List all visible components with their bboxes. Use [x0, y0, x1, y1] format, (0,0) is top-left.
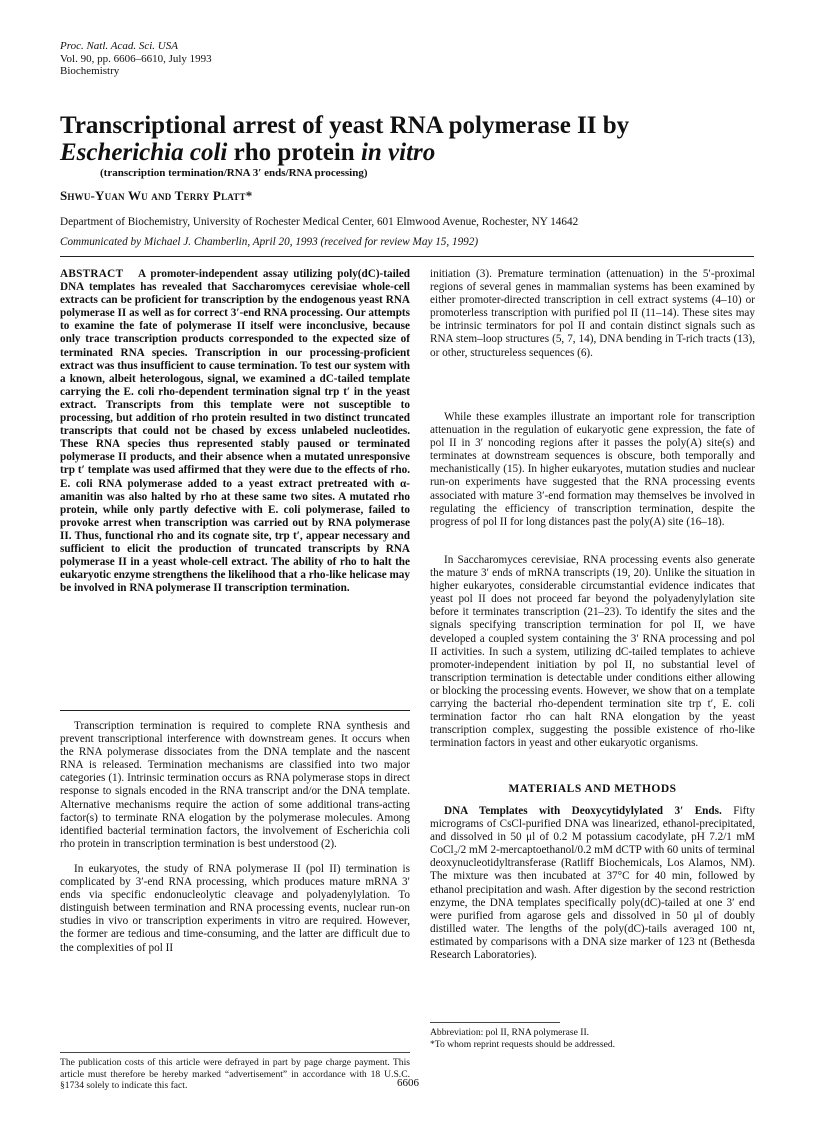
abstract-text: A promoter-independent assay utilizing poly(dC)-tailed DNA templates has revealed that Saccharomyces cerevisiae whole-cell extracts can be proficient for transcription by the endogenous yeast RNA polymerase II as well as for correct 3′-end RNA processing. Our attempts to examine the fate of polymerase II itself were inconclusive, because only trace transcription products corresponded to the expected size of terminated RNA species. Transcription in our processing-proficient extract was thus insufficient to cause termination. To test our system with a known, albeit heterologous, signal, we examined a dC-tailed template carrying the E. coli rho-dependent termination signal trp t′ in the yeast extract. Transcripts from this template were not susceptible to processing, but addition of rho protein resulted in two distinct truncated transcripts that could not be chased by excess unlabeled nucleotides. These RNA species thus represented stably paused or terminated polymerase II products, and their absence when a mutated unresponsive trp t′ template was used affirmed that they were due to the effects of rho. E. coli RNA polymerase added to a yeast extract pretreated with α-amanitin was also halted by rho at these same two sites. A mutated rho protein, while only partly defective with E. coli polymerase, failed to provoke arrest when transcription was carried out by RNA polymerase II. Thus, functional rho and its cognate site, trp t′, appear necessary and sufficient to elicit the production of truncated transcripts by RNA polymerase II in a yeast whole-cell extract. The ability of rho to halt the eukaryotic enzyme strengthens the likelihood that a rho-like helicase may be involved in RNA polymerase II transcription termination. [60, 268, 411, 595]
communicated-by: Communicated by Michael J. Chamberlin, April 20, 1993 (received for review May 15, 1992) [60, 236, 479, 248]
journal-name: Proc. Natl. Acad. Sci. USA [60, 40, 178, 52]
abstract-rule [60, 710, 410, 711]
right-p1-text: initiation (3). Premature termination (attenuation) in the 5′-proximal regions of several genes in mammalian systems has been examined by either promoter-directed transcription in cell extract systems (4–10) or promoterless transcription with purified pol II (11–14). These sites may be intrinsic terminators for pol II and contain distinct signals such as RNA stem–loop structures (5, 7, 14), DNA bending in T-rich tracts (13), or other, structureless sequences (6). [430, 268, 755, 359]
abstract [60, 268, 410, 595]
abbreviation-footnotes [430, 1027, 755, 1050]
publication-cost-footnote: The publication costs of this article were defrayed in part by page charge payment. This article must therefore be hereby marked “advertisement” in accordance with 18 U.S.C. §1734 solely to indicate this fact. [60, 1057, 410, 1091]
abstract-heading: ABSTRACT [60, 268, 124, 280]
keywords: (transcription termination/RNA 3′ ends/RNA processing) [100, 167, 368, 179]
methods-heading: MATERIALS AND METHODS [508, 783, 677, 795]
abbreviation-note: Abbreviation: pol II, RNA polymerase II. [430, 1027, 590, 1038]
article-title [60, 112, 760, 166]
journal-section: Biochemistry [60, 65, 120, 77]
intro-paragraph-1 [60, 720, 410, 851]
right-paragraph-3 [430, 554, 755, 750]
intro-paragraph-2 [60, 863, 410, 955]
title-line-1: Transcriptional arrest of yeast RNA polymerase II by [60, 112, 630, 139]
methods-text: Fifty micrograms of CsCl-purified DNA was linearized, ethanol-precipitated, and dissolved in 50 μl of 0.2 M potassium cacodylate, pH 7.2/1 mM CoCl₂/2 mM 2-mercaptoethanol/0.2 mM dCTP with 60 units of terminal deoxynucleotidyltransferase (Ratliff Biochemicals, Los Alamos, NM). The mixture was then incubated at 37°C for 40 min, followed by ethanol precipitation and wash. After digestion by the second restriction enzyme, the DNA templates specifically poly(dC)-tailed at one 3′ end were purified from agarose gels and dissolved in 50 μl of doubly distilled water. The lengths of the poly(dC)-tails averaged 100 nt, estimated by comparisons with a DNA size marker of 123 nt (Bethesda Research Laboratories). [430, 805, 755, 962]
right-p3-text: In Saccharomyces cerevisiae, RNA processing events also generate the mature 3′ ends of mRNA transcripts (19, 20). Unlike the situation in higher eukaryotes, considerable circumstantial evidence indicates that yeast pol II does not proceed far beyond the polyadenylylation site before it terminates transcription (21–23). To identify the sites and the signals specifying transcription termination for pol II, we have developed a coupled system containing the 3′ RNA processing and pol II activities. In such a system, utilizing dC-tailed templates to achieve promoter-independent initiation by pol II, no substantial level of transcription termination is detectable under conditions either allowing or blocking the processing events. However, we show that on a template carrying the bacterial rho-dependent termination site trp t′, E. coli termination factor rho can halt RNA elongation by the yeast transcription complex, suggesting the possible existence of rho-like termination factors in yeast and other eukaryotic organisms. [430, 554, 755, 750]
methods-paragraph [430, 805, 755, 962]
right-p2-text: While these examples illustrate an important role for transcription attenuation in the regulation of eukaryotic gene expression, the fate of pol II in 3′ noncoding regions after it passes the poly(A) site(s) and terminates at downstream sequences is obscure, both temporally and mechanistically (15). In higher eukaryotes, mutation studies and nuclear run-on experiments have suggested that the RNA processing events associated with mature 3′-end formation may themselves be involved in regulating the efficiency of transcription termination, despite the progress of pol II for long distances past the poly(A) site (16–18). [430, 411, 755, 528]
journal-header [60, 40, 212, 78]
right-paragraph-2 [430, 411, 755, 529]
title-in-vitro: in vitro [360, 139, 436, 166]
footnote-rule [60, 1052, 410, 1053]
title-organism: Escherichia coli [60, 139, 228, 166]
abbreviation-rule [430, 1022, 560, 1023]
affiliation: Department of Biochemistry, University of Rochester Medical Center, 601 Elmwood Avenue, Rochester, NY 14642 [60, 216, 579, 228]
intro-p2-text: In eukaryotes, the study of RNA polymerase II (pol II) termination is complicated by 3′-end RNA processing, which produces mature mRNA 3′ ends via specific endonucleolytic cleavage and polyadenylylation. To distinguish between termination and RNA processing events, nuclear run-on studies in vivo or transcription experiments in vitro are required. However, the former are tedious and time-consuming, and the latter are difficult due to the complexities of pol II [60, 863, 410, 954]
reprint-note: *To whom reprint requests should be addressed. [430, 1038, 616, 1050]
authors: Shwu-Yuan Wu and Terry Platt* [60, 188, 253, 203]
methods-run-head: DNA Templates with Deoxycytidylylated 3′ Ends. [444, 805, 722, 817]
journal-volume: Vol. 90, pp. 6606–6610, July 1993 [60, 52, 212, 65]
title-mid: rho protein [227, 139, 361, 166]
intro-p1-text: Transcription termination is required to complete RNA synthesis and prevent transcriptional interference with downstream genes. It occurs when the RNA polymerase dissociates from the DNA template and the nascent RNA is released. Termination mechanisms are classified into two major categories (1). Intrinsic termination occurs as RNA polymerase stops in direct response to signals encoded in the RNA transcript and/or the DNA template. Alternative mechanisms require the action of some additional trans-acting factor(s) to terminate RNA elogation by the polymerase molecules. Among identified bacterial termination factors, the involvement of Escherichia coli rho protein in transcription termination is best understood (2). [60, 720, 410, 850]
page-number: 6606 [397, 1077, 419, 1089]
header-rule [60, 256, 754, 257]
right-paragraph-1 [430, 268, 755, 360]
